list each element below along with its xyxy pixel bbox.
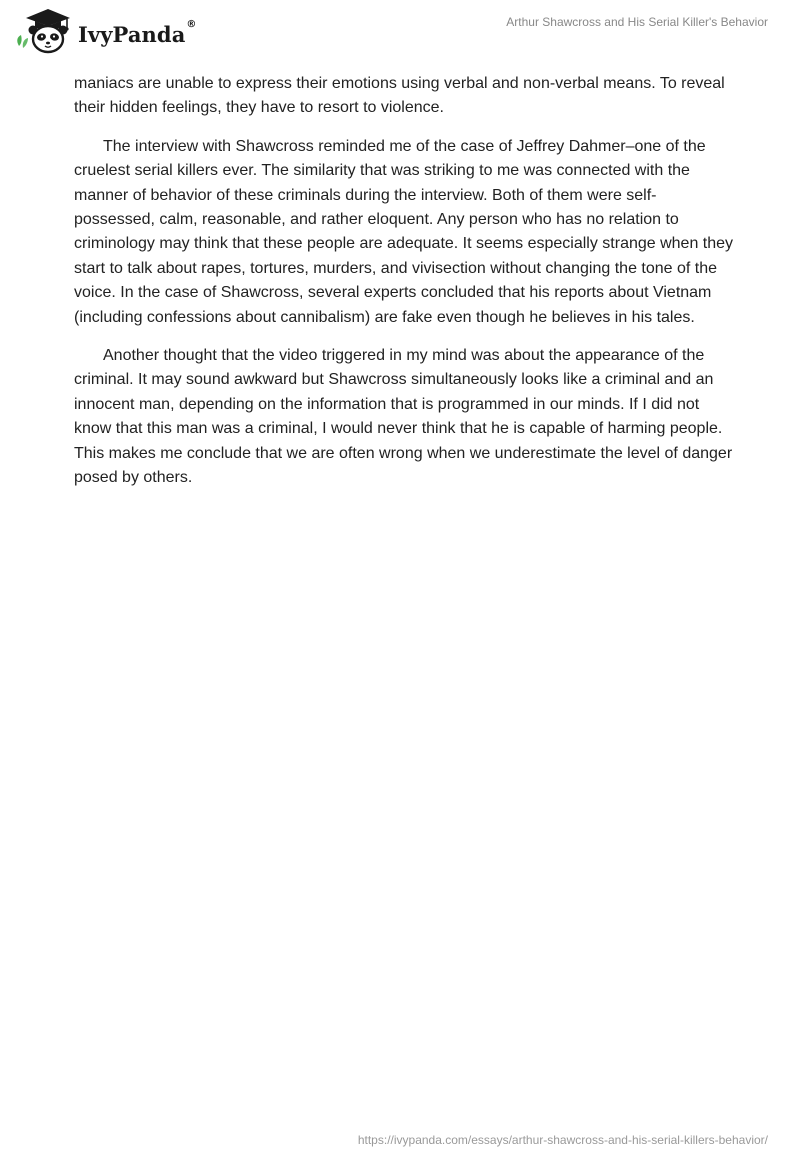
running-title: Arthur Shawcross and His Serial Killer's Behavior: [506, 15, 768, 29]
paragraph: maniacs are unable to express their emotions using verbal and non-verbal means. To reveal their hidden feelings, they have to resort to violence.: [74, 75, 725, 117]
panda-graduate-icon: [14, 6, 74, 56]
essay-body: [74, 72, 734, 505]
paragraph: The interview with Shawcross reminded me of the case of Jeffrey Dahmer–one of the cruelest serial killers ever. The similarity that was striking to me was connected with the manner of behavior of these criminals during the interview. Both of them were self-possessed, calm, reasonable, and rather eloquent. Any person who has no relation to criminology may think that these people are adequate. It seems especially strange when they start to talk about rapes, tortures, murders, and vivisection without changing the tone of the voice. In the case of Shawcross, several experts concluded that his reports about Vietnam (including confessions about cannibalism) are fake even though he believes in his tales.: [74, 137, 734, 326]
source-url[interactable]: https://ivypanda.com/essays/arthur-shawcross-and-his-serial-killers-behavior/: [357, 1133, 768, 1147]
paragraph: Another thought that the video triggered in my mind was about the appearance of the criminal. It may sound awkward but Shawcross simultaneously looks like a criminal and an innocent man, depending on the information that is programmed in our minds. If I did not know that this man was a criminal, I would never think that he is capable of harming people. This makes me conclude that we are often wrong when we underestimate the level of danger posed by others.: [74, 347, 733, 487]
page-header: [0, 0, 800, 70]
brand-name: IvyPanda®: [78, 18, 197, 47]
registered-mark: ®: [186, 18, 197, 30]
brand-logo[interactable]: [14, 6, 197, 56]
